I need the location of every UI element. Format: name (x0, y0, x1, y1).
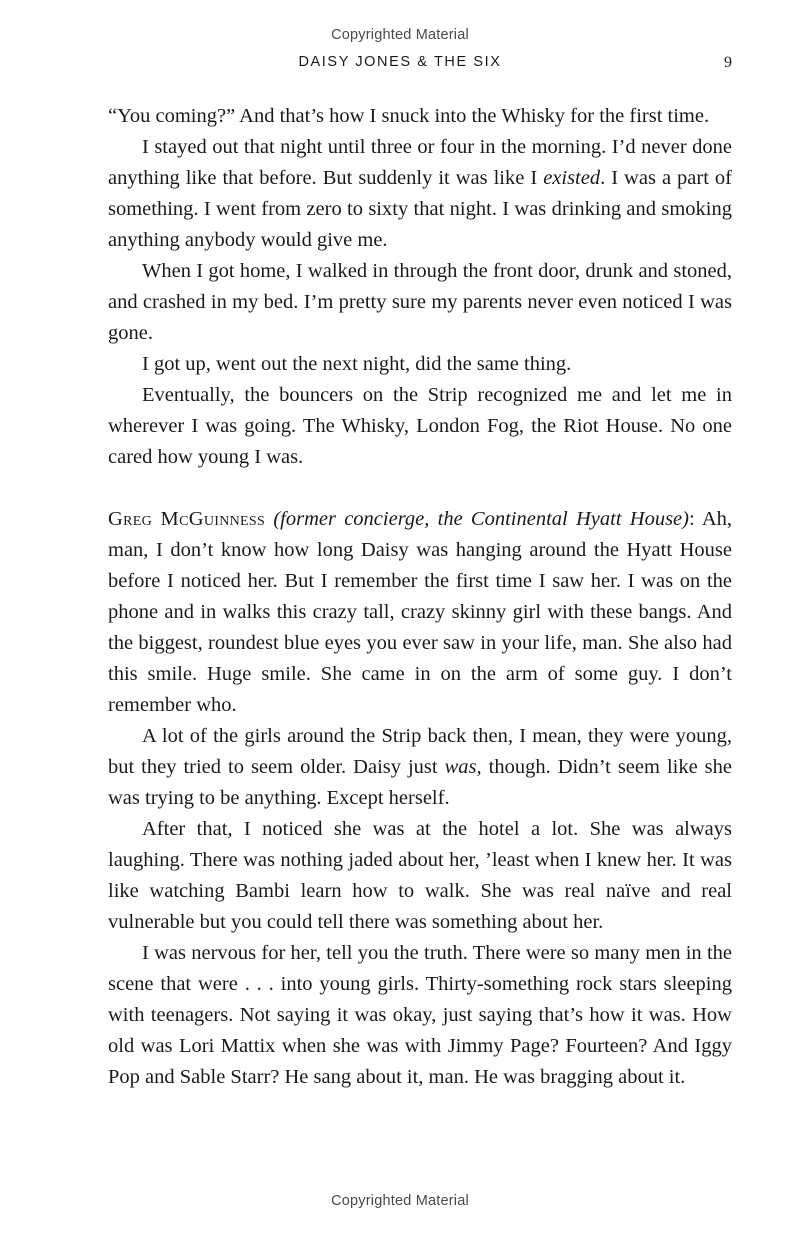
copyright-watermark-top: Copyrighted Material (331, 27, 469, 43)
speaker-colon: : (689, 508, 695, 530)
paragraph: “You coming?” And that’s how I snuck into the Whisky for the first time. (108, 105, 710, 127)
paragraph: I got up, went out the next night, did the same thing. (142, 353, 572, 375)
paragraph: After that, I noticed she was at the hotel a lot. She was always laughing. There was nothing jaded about her, ’least when I knew her. It was like watching Bambi learn how to walk. She was real naïve and real vulnerable but you could tell there was something about her. (108, 818, 732, 933)
text-run: I stayed out that night until three or four in the morning. I’d never done anything like that before. But suddenly it was like I (108, 136, 732, 189)
emphasis: was, (444, 756, 482, 778)
speaker-role: (former concierge, the Continental Hyatt House) (273, 508, 689, 530)
paragraph (108, 721, 732, 814)
text-run: Ah, man, I don’t know how long Daisy was hanging around the Hyatt House before I noticed her. But I remember the first time I saw her. I was on the phone and in walks this crazy tall, crazy skinny girl with these bangs. And the biggest, roundest blue eyes you ever saw in your life, man. She also had this smile. Huge smile. She came in on the arm of some guy. I don’t remember who. (108, 508, 733, 716)
book-title: DAISY JONES & THE SIX (298, 54, 502, 70)
text-run: though. Didn’t seem like she was trying to be anything. Except herself. (108, 756, 732, 809)
paragraph: When I got home, I walked in through the front door, drunk and stoned, and crashed in my bed. I’m pretty sure my parents never even noticed I was gone. (108, 260, 732, 344)
text-run: . I was a part of something. I went from zero to sixty that night. I was drinking and smoking anything anybody would give me. (108, 167, 732, 251)
speaker-name: Greg McGuinness (108, 508, 266, 530)
paragraph: Eventually, the bouncers on the Strip recognized me and let me in wherever I was going. The Whisky, London Fog, the Riot House. No one cared how young I was. (108, 384, 732, 468)
paragraph: I was nervous for her, tell you the truth. There were so many men in the scene that were . . . into young girls. Thirty-something rock stars sleeping with teenagers. Not saying it was okay, just saying that’s how it was. How old was Lori Mattix when she was with Jimmy Page? Fourteen? And Iggy Pop and Sable Starr? He sang about it, man. He was bragging about it. (108, 942, 732, 1088)
copyright-watermark-bottom: Copyrighted Material (331, 1193, 469, 1209)
page-number: 9 (724, 54, 732, 71)
interview-paragraph (108, 504, 732, 721)
page-body (108, 101, 732, 1093)
paragraph (108, 132, 732, 256)
text-run: A lot of the girls around the Strip back then, I mean, they were young, but they tried to seem older. Daisy just (108, 725, 732, 778)
emphasis: existed (543, 167, 601, 189)
